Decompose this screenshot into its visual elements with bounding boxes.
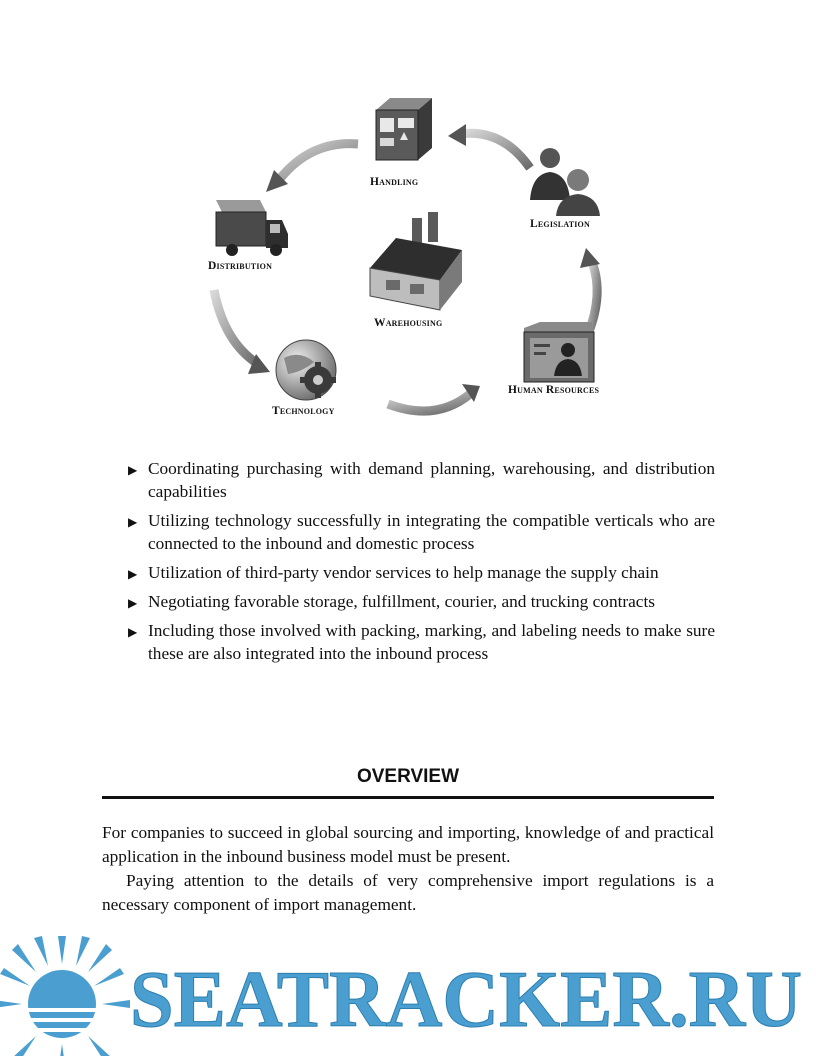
arrow-technology-to-hr <box>388 394 470 411</box>
node-label-distribution: Distribution <box>208 260 273 272</box>
list-item-text: Utilization of third-party vendor services to help manage the supply chain <box>148 563 659 582</box>
watermark-text: SEATRACKER.RU <box>130 956 802 1044</box>
truck-icon <box>216 200 288 256</box>
people-icon <box>530 148 600 216</box>
supply-cycle-diagram <box>190 82 630 427</box>
list-item <box>125 457 715 503</box>
list-item-text: Including those involved with packing, marking, and labeling needs to make sure these are also integrated into the inbound process <box>148 621 715 663</box>
list-item <box>125 590 715 613</box>
arrow-legislation-to-handling <box>460 133 530 168</box>
list-item-text: Utilizing technology successfully in integrating the compatible verticals who are connected to the inbound and domestic process <box>148 511 715 553</box>
triangle-bullet-icon: ▶ <box>128 596 138 610</box>
diagram-graphics <box>190 82 630 427</box>
arrow-distribution-to-technology <box>214 290 258 364</box>
folder-person-icon <box>524 322 594 382</box>
globe-gear-icon <box>276 340 336 400</box>
triangle-bullet-icon: ▶ <box>128 567 138 581</box>
warehouse-icon <box>370 212 462 310</box>
node-label-handling: Handling <box>370 176 419 188</box>
list-item <box>125 509 715 555</box>
sun-logo-icon <box>0 936 130 1056</box>
node-label-technology: Technology <box>272 405 335 417</box>
node-label-warehousing: Warehousing <box>374 317 443 329</box>
paragraph: Paying attention to the details of very comprehensive import regulations is a necessary component of import management. <box>102 871 714 914</box>
box-icon <box>376 98 432 160</box>
watermark-graphics <box>0 928 816 1056</box>
bullet-list <box>125 457 715 671</box>
section-heading: OVERVIEW <box>356 766 460 787</box>
arrow-legislation-to-handling-head <box>448 124 466 146</box>
node-label-legislation: Legislation <box>530 218 590 230</box>
heading-rule <box>102 796 714 799</box>
list-item-text: Negotiating favorable storage, fulfillment, courier, and trucking contracts <box>148 592 656 611</box>
list-item-text: Coordinating purchasing with demand planning, warehousing, and distribution capabilities <box>148 459 715 501</box>
arrow-handling-to-distribution <box>276 144 358 184</box>
paragraph: For companies to succeed in global sourcing and importing, knowledge of and practical application in the inbound business model must be present. <box>102 823 714 866</box>
node-label-human-resources: Human Resources <box>508 384 600 396</box>
list-item <box>125 619 715 665</box>
triangle-bullet-icon: ▶ <box>128 515 138 529</box>
triangle-bullet-icon: ▶ <box>128 463 138 477</box>
list-item <box>125 561 715 584</box>
triangle-bullet-icon: ▶ <box>128 625 138 639</box>
watermark <box>0 928 816 1056</box>
